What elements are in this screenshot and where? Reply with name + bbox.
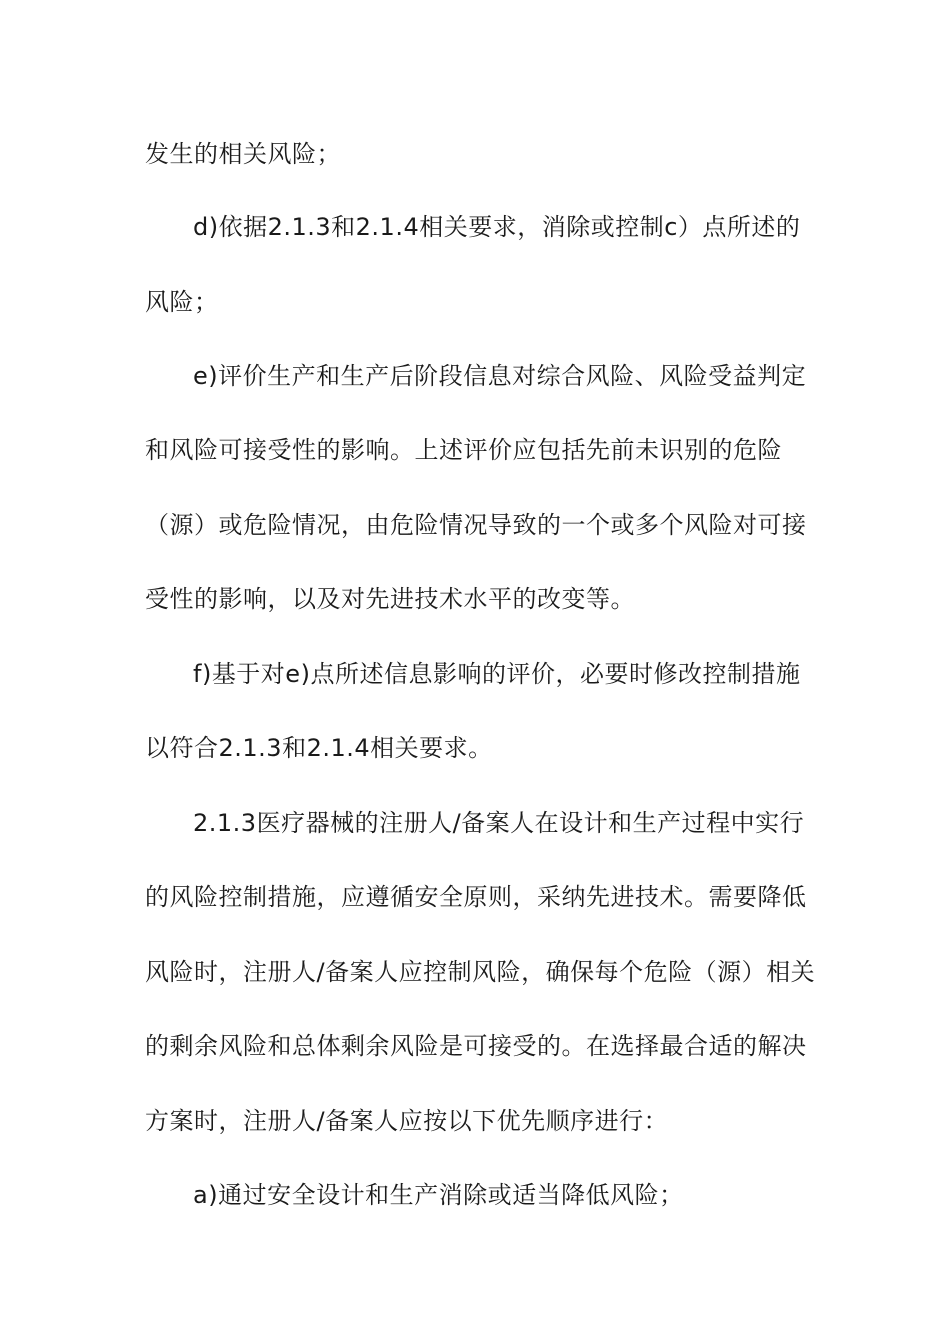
text-line: f)基于对e)点所述信息影响的评价，必要时修改控制措施 <box>193 660 801 688</box>
text-line: 以符合2.1.3和2.1.4相关要求。 <box>145 734 493 762</box>
text-line: 2.1.3医疗器械的注册人/备案人在设计和生产过程中实行 <box>193 809 805 837</box>
text-line: 发生的相关风险； <box>145 140 341 168</box>
text-line: d)依据2.1.3和2.1.4相关要求，消除或控制c）点所述的 <box>193 213 801 241</box>
text-line: 受性的影响，以及对先进技术水平的改变等。 <box>145 585 635 613</box>
text-line: e)评价生产和生产后阶段信息对综合风险、风险受益判定 <box>193 362 807 390</box>
text-line: 方案时，注册人/备案人应按以下优先顺序进行： <box>145 1107 669 1135</box>
text-line: 的风险控制措施，应遵循安全原则，采纳先进技术。需要降低 <box>145 883 807 911</box>
text-line: 风险； <box>145 288 219 316</box>
text-line: a)通过安全设计和生产消除或适当降低风险； <box>193 1181 684 1209</box>
text-line: 风险时，注册人/备案人应控制风险，确保每个危险（源）相关 <box>145 958 816 986</box>
text-line: 和风险可接受性的影响。上述评价应包括先前未识别的危险 <box>145 436 782 464</box>
text-line: 的剩余风险和总体剩余风险是可接受的。在选择最合适的解决 <box>145 1032 807 1060</box>
text-line: （源）或危险情况，由危险情况导致的一个或多个风险对可接 <box>145 511 807 539</box>
